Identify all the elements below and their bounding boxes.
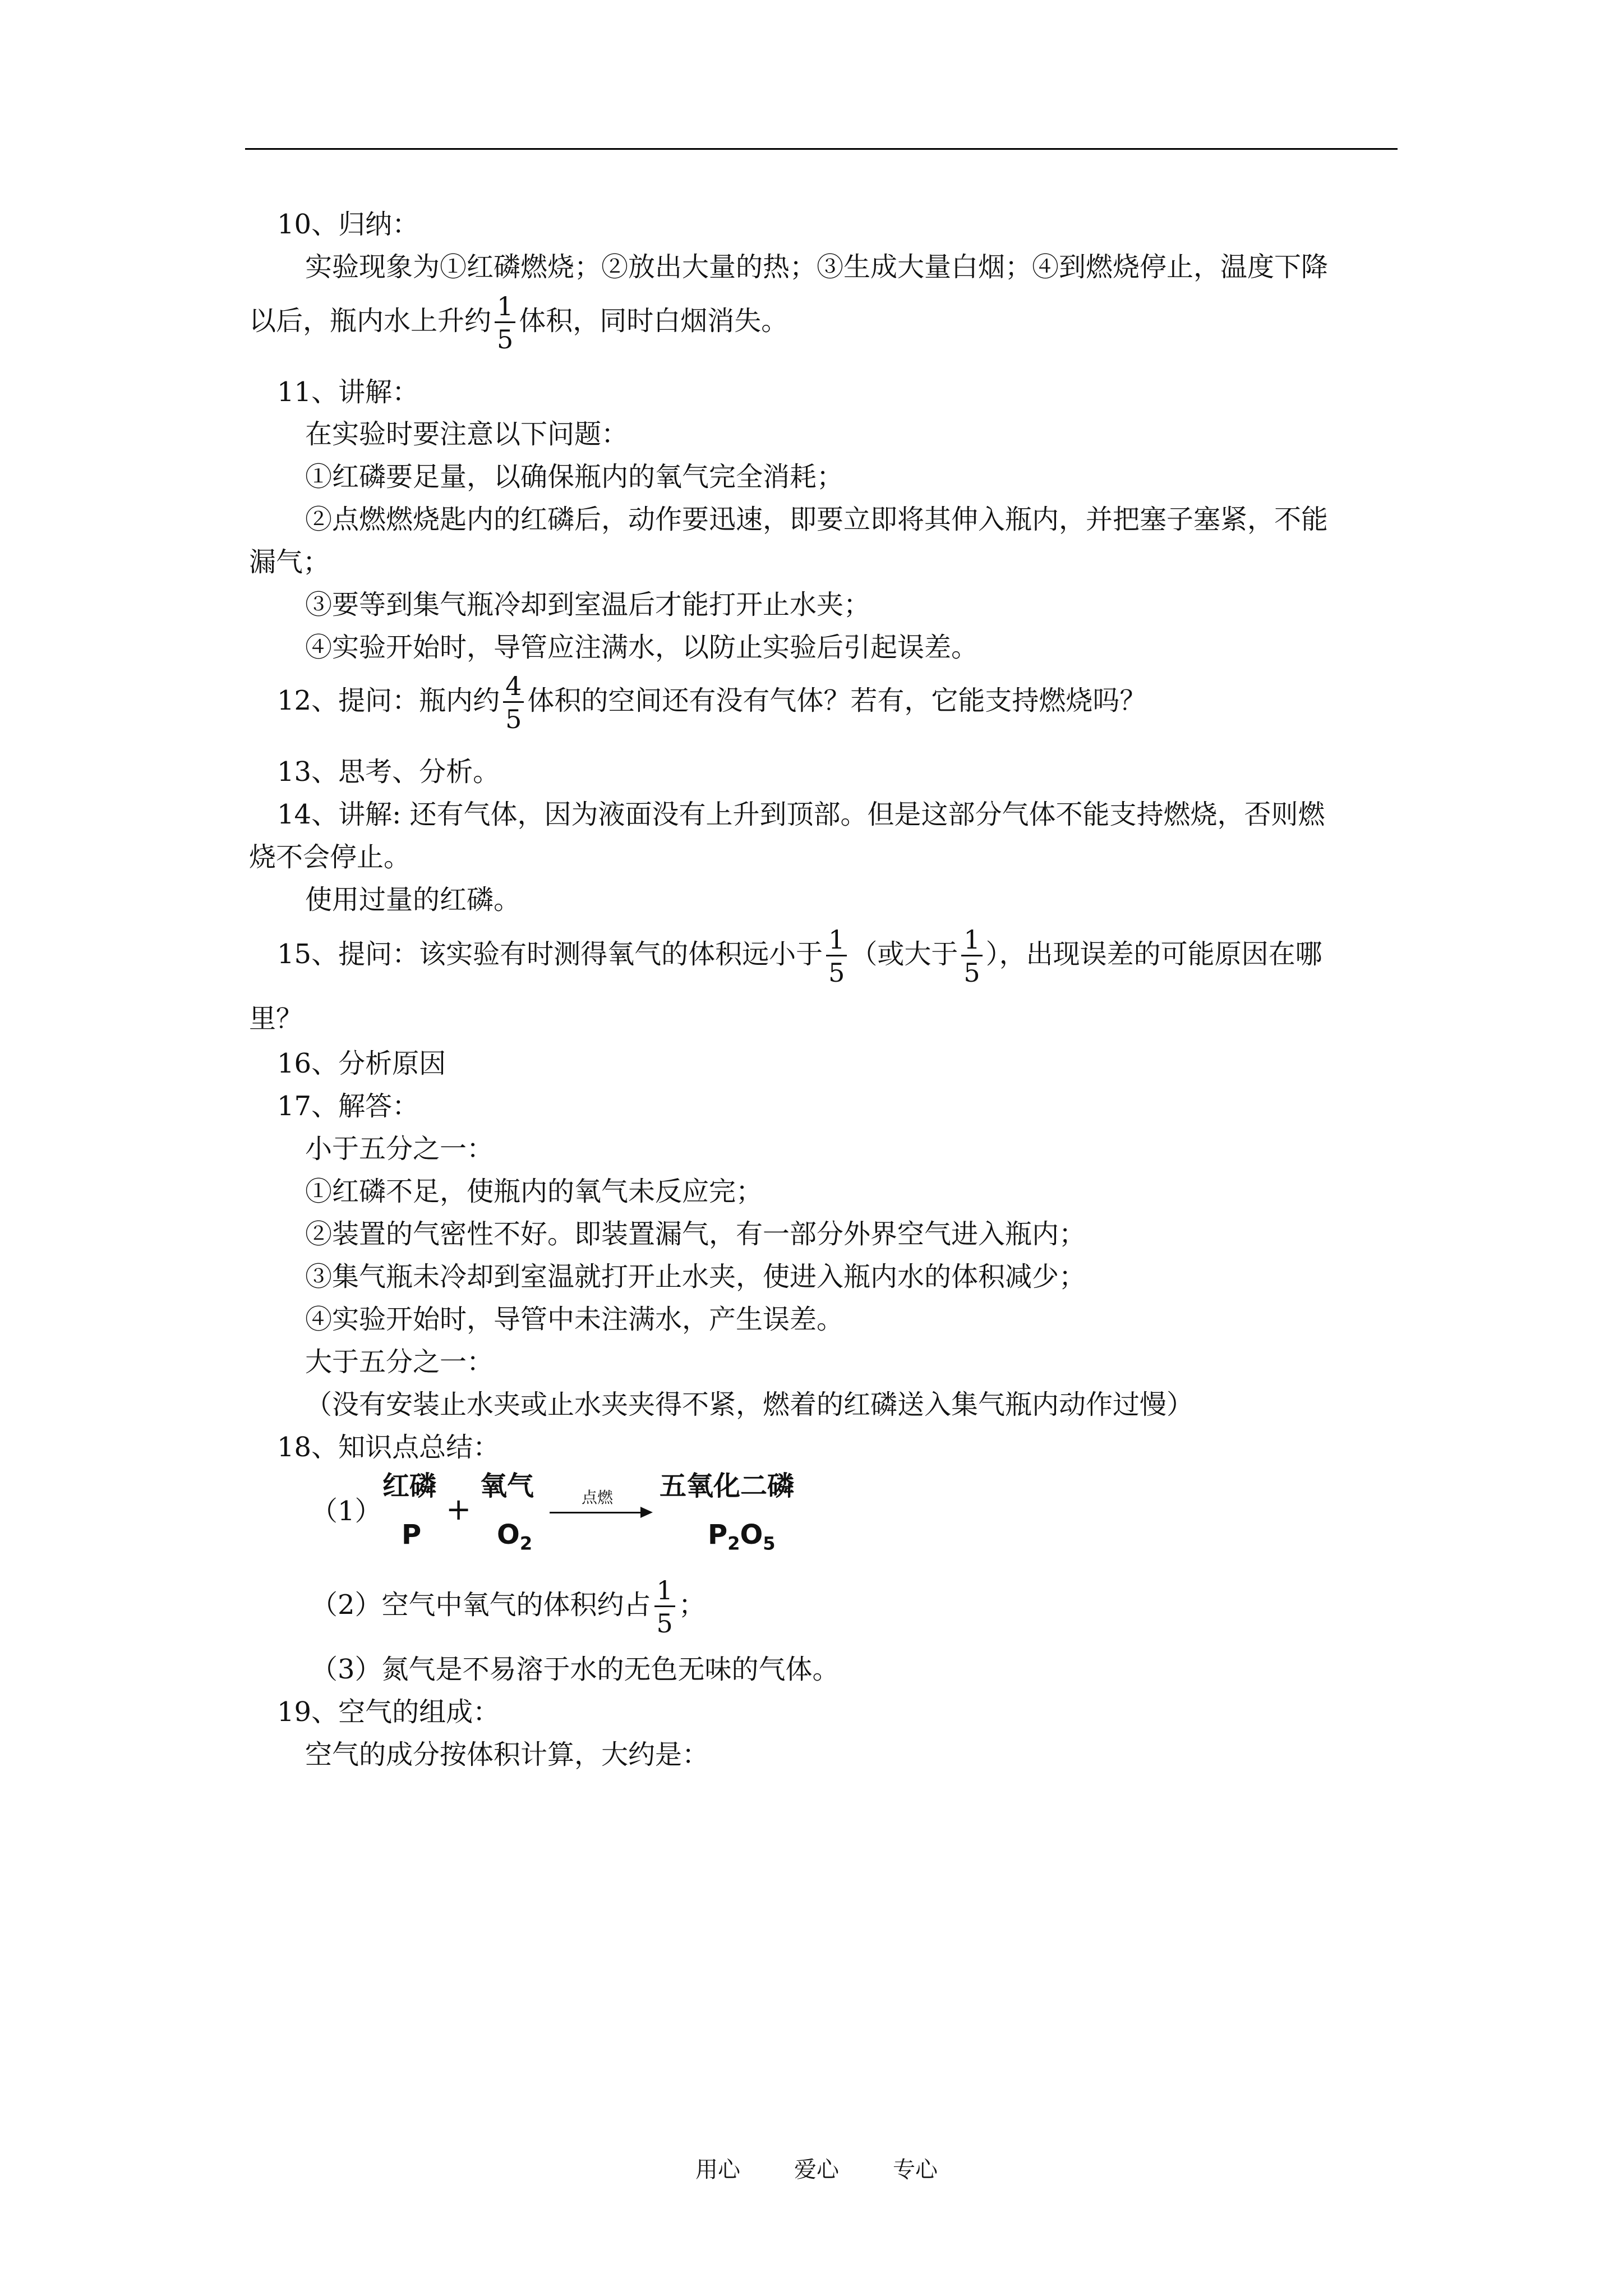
footer-aixin: 爱心 (794, 2157, 839, 2183)
eq-reactant2-name: 氧气 (480, 1470, 534, 1502)
eq-product-name: 五氧化二磷 (660, 1470, 795, 1502)
s16-text: 16、分析原因 (277, 1048, 446, 1079)
s15-line2: 里？ (249, 1003, 303, 1034)
s18-item2 (311, 1575, 706, 1639)
s14-line2: 烧不会停止。 (249, 841, 411, 873)
s15-c: ），出现误差的可能原因在哪 (985, 938, 1322, 970)
s10-line2-b: 体积，同时白烟消失。 (519, 305, 789, 337)
s18-item2-b: ； (678, 1589, 706, 1621)
s17-reason3: ③集气瓶未冷却到室温就打开止水夹，使进入瓶内水的体积减少； (305, 1261, 1086, 1292)
s11-intro: 在实验时要注意以下问题： (305, 418, 629, 450)
s10-heading: 10、归纳： (277, 209, 419, 240)
fraction-one-fifth-b: $\frac{1}{5}$ (961, 927, 982, 986)
eq-reactant2-formula: $O_2$ (497, 1519, 533, 1554)
s11-point1: ①红磷要足量，以确保瓶内的氧气完全消耗； (305, 461, 844, 493)
fraction-one-fifth: $\frac{1}{5}$ (495, 293, 515, 352)
eq-plus: + (446, 1492, 472, 1527)
s14-line3: 使用过量的红磷。 (305, 884, 521, 915)
fraction-one-fifth-a: $\frac{1}{5}$ (826, 927, 847, 986)
eq-reaction-arrow (550, 1512, 651, 1513)
s15-a: 15、提问：该实验有时测得氧气的体积远小于 (277, 938, 823, 970)
footer-yongxin: 用心 (695, 2157, 740, 2183)
s13-text: 13、思考、分析。 (277, 756, 500, 788)
s10-line1: 实验现象为①红磷燃烧；②放出大量的热；③生成大量白烟；④到燃烧停止，温度下降 (305, 251, 1329, 283)
s18-heading: 18、知识点总结： (277, 1432, 500, 1463)
eq-reactant1-formula: P (402, 1519, 422, 1550)
eq-product-formula: $P_2O_5$ (708, 1519, 776, 1554)
fraction-four-fifths: $\frac{4}{5}$ (503, 673, 524, 732)
s18-item3: （3）氮气是不易溶于水的无色无味的气体。 (311, 1654, 840, 1685)
s15-question (277, 924, 1322, 988)
s11-point3: ③要等到集气瓶冷却到室温后才能打开止水夹； (305, 589, 871, 620)
s17-more-title: 大于五分之一： (305, 1346, 494, 1378)
s18-item2-a: （2）空气中氧气的体积约占 (311, 1589, 651, 1621)
s12-question (277, 673, 1146, 732)
s17-less-title: 小于五分之一： (305, 1133, 494, 1165)
s10-line2-a: 以后，瓶内水上升约 (249, 305, 492, 337)
s12-a: 12、提问：瓶内约 (277, 685, 500, 716)
s10-line2 (249, 291, 789, 355)
header-rule (245, 148, 1398, 150)
s19-heading: 19、空气的组成： (277, 1696, 500, 1728)
s17-reason4: ④实验开始时，导管中未注满水，产生误差。 (305, 1304, 844, 1335)
s19-line1: 空气的成分按体积计算，大约是： (305, 1739, 709, 1770)
s18-item1-label: （1） (311, 1496, 382, 1527)
fraction-one-fifth-c: $\frac{1}{5}$ (654, 1577, 675, 1636)
s11-point2-line1: ②点燃燃烧匙内的红磷后，动作要迅速，即要立即将其伸入瓶内，并把塞子塞紧，不能 (305, 504, 1329, 535)
footer-zhuanxin: 专心 (893, 2157, 938, 2183)
s15-b: （或大于 (850, 938, 958, 970)
s17-reason1: ①红磷不足，使瓶内的氧气未反应完； (305, 1176, 763, 1207)
s11-heading: 11、讲解： (277, 376, 419, 408)
s17-heading: 17、解答： (277, 1091, 419, 1122)
s17-reason2: ②装置的气密性不好。即装置漏气，有一部分外界空气进入瓶内； (305, 1218, 1086, 1250)
s17-more-detail: （没有安装止水夹或止水夹夹得不紧，燃着的红磷送入集气瓶内动作过慢） (305, 1389, 1194, 1420)
s11-point2-line2: 漏气； (249, 546, 330, 578)
eq-condition: 点燃 (582, 1488, 614, 1507)
s14-line1: 14、讲解: 还有气体，因为液面没有上升到顶部。但是这部分气体不能支持燃烧，否则燃 (277, 799, 1325, 830)
s11-point4: ④实验开始时，导管应注满水，以防止实验后引起误差。 (305, 632, 979, 663)
s12-b: 体积的空间还有没有气体？若有，它能支持燃烧吗？ (527, 685, 1147, 716)
eq-reactant1-name: 红磷 (382, 1470, 437, 1502)
